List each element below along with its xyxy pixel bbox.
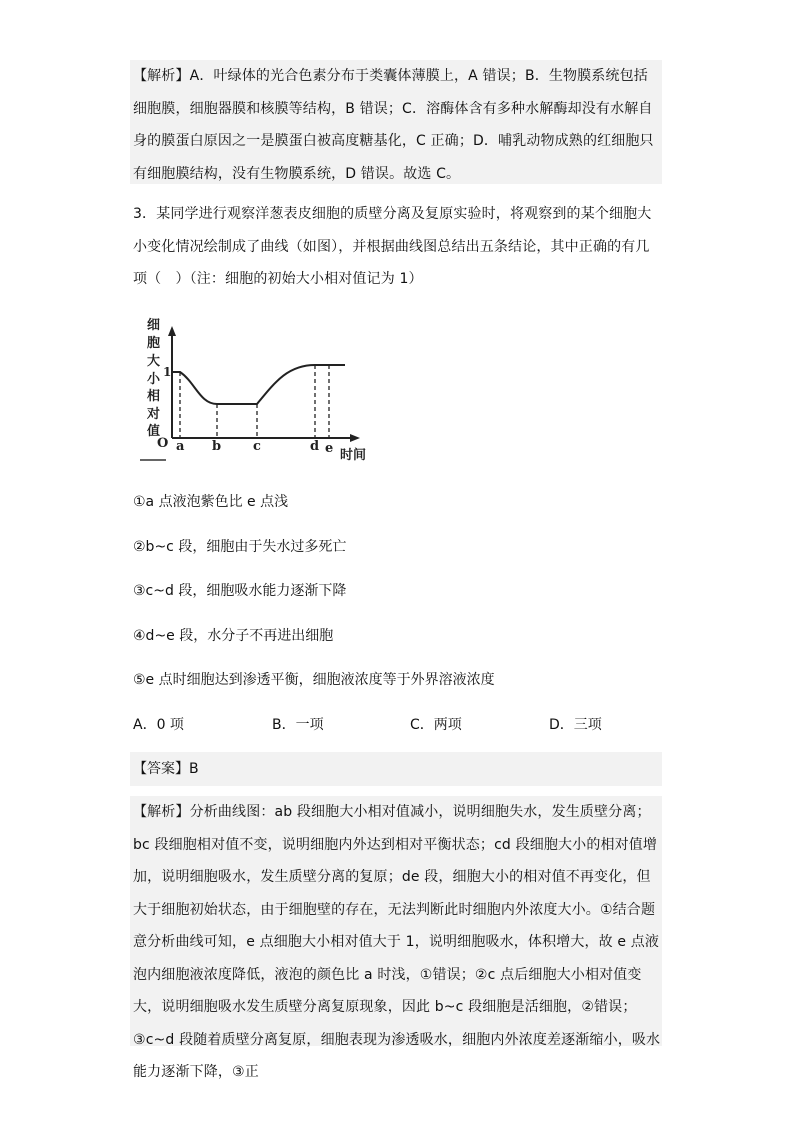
statement-3: ③c~d 段，细胞吸水能力逐渐下降 — [133, 583, 347, 599]
y-label-char: 对 — [147, 407, 161, 422]
statement-4: ④d~e 段，水分子不再进出细胞 — [133, 628, 334, 644]
statement-5: ⑤e 点时细胞达到渗透平衡，细胞液浓度等于外界溶液浓度 — [133, 672, 495, 688]
origin-label: O — [157, 436, 169, 451]
point-label-e: e — [325, 441, 334, 456]
answer-shade — [130, 752, 662, 786]
x-axis-arrow — [350, 434, 360, 442]
y-label-char: 相 — [147, 389, 161, 404]
x-label: 时间 — [340, 448, 367, 462]
y-label-char: 胞 — [147, 336, 161, 351]
statement-1: ①a 点液泡紫色比 e 点浅 — [133, 494, 289, 510]
question-3-stem: 3．某同学进行观察洋葱表皮细胞的质壁分离及复原实验时，将观察到的某个细胞大小变化情况绘制成了曲线（如图），并根据曲线图总结出五条结论，其中正确的有几项（ ）（注：细胞的初始大小相对值记为 1） — [133, 206, 652, 287]
answer: 【答案】B — [133, 761, 199, 777]
option-d: D．三项 — [549, 717, 602, 733]
point-label-b: b — [212, 439, 222, 454]
y-label-char: 小 — [147, 372, 161, 387]
option-a: A．0 项 — [133, 717, 184, 733]
y-label-char: 大 — [147, 354, 161, 369]
cell-size-curve — [172, 365, 345, 404]
analysis-q3: 【解析】分析曲线图：ab 段细胞大小相对值减小，说明细胞失水，发生质壁分离；bc 段细胞相对值不变，说明细胞内外达到相对平衡状态；cd 段细胞大小的相对值增加，说明细胞吸水，发生质壁分离的复原；de 段，细胞大小的相对值不再变化，但大于细胞初始状态，由于细胞壁的存在，无法判断此时细胞内外浓度大小。①结合题意分析曲线可知，e 点细胞大小相对值大于 1，说明细胞吸水，体积增大，故 e 点液泡内细胞液浓度降低，液泡的颜色比 a 时浅，①错误；②c 点后细胞大小相对值变大，说明细胞吸水发生质壁分离复原现象，因此 b~c 段细胞是活细胞，②错误；③c~d 段随着质壁分离复原，细胞表现为渗透吸水，细胞内外浓度差逐渐缩小，吸水能力逐渐下降，③正 — [133, 804, 661, 1080]
cell-size-curve-figure — [140, 312, 380, 462]
statement-2: ②b~c 段，细胞由于失水过多死亡 — [133, 539, 347, 555]
point-label-a: a — [176, 439, 185, 454]
y-axis-arrow — [168, 326, 176, 336]
y-label-char: 细 — [147, 318, 161, 333]
point-label-c: c — [253, 439, 261, 454]
y-tick-label: 1 — [163, 365, 172, 379]
option-c: C．两项 — [410, 717, 462, 733]
analysis-q2: 【解析】A．叶绿体的光合色素分布于类囊体薄膜上，A 错误；B．生物膜系统包括细胞膜，细胞器膜和核膜等结构，B 错误；C．溶酶体含有多种水解酶却没有水解自身的膜蛋白原因之一是膜蛋白被高度糖基化，C 正确；D．哺乳动物成熟的红细胞只有细胞膜结构，没有生物膜系统，D 错误。故选 C。 — [133, 68, 654, 182]
point-label-d: d — [310, 439, 320, 454]
option-b: B．一项 — [272, 717, 324, 733]
y-label-char: 值 — [147, 424, 161, 439]
